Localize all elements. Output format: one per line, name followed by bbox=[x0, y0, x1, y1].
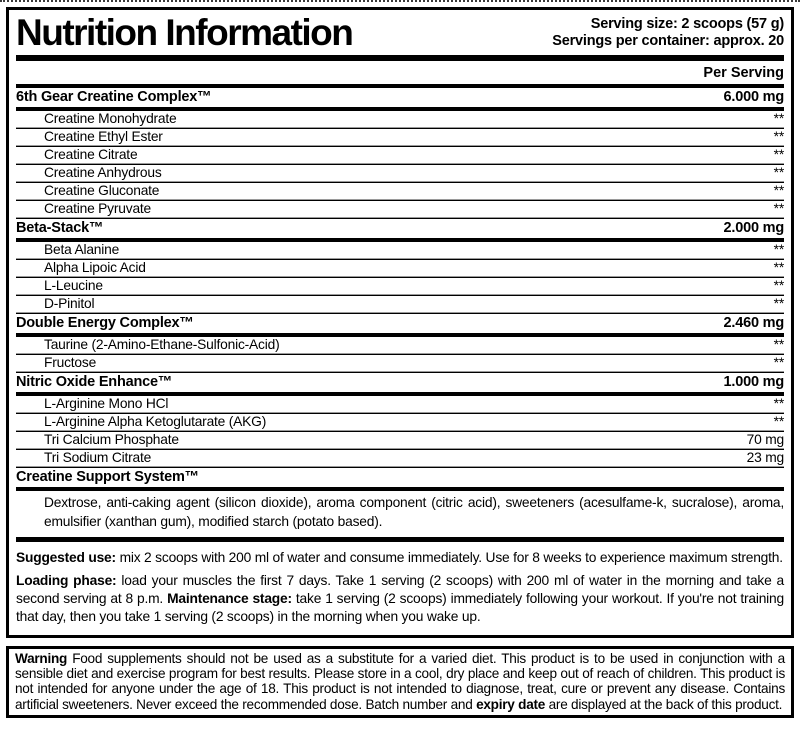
ingredient-amount: ** bbox=[773, 296, 784, 311]
ingredient-name: Creatine Gluconate bbox=[44, 183, 160, 198]
ingredient-name: Taurine (2-Amino-Ethane-Sulfonic-Acid) bbox=[44, 337, 280, 352]
warning-paragraph bbox=[15, 651, 785, 712]
loading-phase-label: Loading phase: bbox=[16, 573, 117, 588]
ingredient-row bbox=[16, 355, 784, 371]
serving-size: Serving size: 2 scoops (57 g) bbox=[590, 15, 784, 32]
ingredient-row bbox=[16, 165, 784, 181]
ingredient-amount: ** bbox=[773, 201, 784, 216]
ingredient-amount: ** bbox=[773, 147, 784, 162]
ingredient-amount: ** bbox=[773, 396, 784, 411]
ingredient-name: L-Leucine bbox=[44, 278, 103, 293]
ingredient-amount: ** bbox=[773, 337, 784, 352]
section-note: Dextrose, anti-caking agent (silicon dioxide), aroma component (citric acid), sweeteners (acesulfame-k, sucralose), aroma, emulsifier (xanthan gum), modified starch (potato based). bbox=[44, 495, 784, 529]
suggested-use-label: Suggested use: bbox=[16, 550, 116, 565]
ingredient-row bbox=[16, 450, 784, 466]
ingredient-amount: ** bbox=[773, 278, 784, 293]
ingredient-row bbox=[16, 147, 784, 163]
ingredient-amount: ** bbox=[773, 355, 784, 370]
perforation-line bbox=[0, 0, 800, 2]
nutrition-panel bbox=[6, 7, 794, 638]
suggested-use-paragraph bbox=[16, 549, 784, 567]
ingredient-row bbox=[16, 414, 784, 430]
ingredient-name: Creatine Pyruvate bbox=[44, 201, 152, 216]
section-amount: 1.000 mg bbox=[723, 374, 784, 390]
section-name: Double Energy Complex™ bbox=[16, 315, 194, 331]
ingredient-name: Beta Alanine bbox=[44, 242, 120, 257]
ingredient-name: Tri Sodium Citrate bbox=[44, 450, 152, 465]
section-header bbox=[16, 314, 784, 333]
ingredient-table bbox=[16, 88, 784, 535]
column-header-per-serving: Per Serving bbox=[703, 65, 784, 81]
ingredient-row bbox=[16, 278, 784, 294]
ingredient-amount: 70 mg bbox=[746, 432, 784, 447]
section-name: Beta-Stack™ bbox=[16, 220, 104, 236]
ingredient-row bbox=[16, 201, 784, 217]
section-amount: 2.000 mg bbox=[723, 220, 784, 236]
section-header bbox=[16, 88, 784, 107]
serving-info bbox=[552, 16, 784, 51]
page-title: Nutrition Information bbox=[16, 12, 353, 53]
warning-label: Warning bbox=[15, 651, 68, 666]
dosing-phases-paragraph bbox=[16, 572, 784, 626]
maintenance-stage-text: take 1 serving (2 scoops) immediately following your workout. If you're not training that day, then you take 1 serving (2 scoops) in the morning when you wake up. bbox=[16, 591, 784, 624]
ingredient-name: Creatine Monohydrate bbox=[44, 111, 177, 126]
ingredient-row bbox=[16, 396, 784, 412]
title-divider bbox=[16, 55, 784, 61]
servings-per-container: Servings per container: approx. 20 bbox=[552, 33, 784, 49]
usage-directions bbox=[16, 543, 784, 626]
loading-phase-text: load your muscles the first 7 days. Take 1 serving (2 scoops) with 200 ml of water in the morning and take a second serving at 8 p.m. bbox=[16, 573, 785, 606]
section-name: 6th Gear Creatine Complex™ bbox=[16, 89, 212, 105]
ingredient-name: Creatine Ethyl Ester bbox=[44, 129, 163, 144]
table-bottom-divider bbox=[16, 537, 784, 542]
ingredient-name: Alpha Lipoic Acid bbox=[44, 260, 146, 275]
panel-header bbox=[16, 12, 784, 54]
ingredient-row bbox=[16, 183, 784, 199]
warning-panel bbox=[6, 646, 794, 718]
section-header bbox=[16, 373, 784, 392]
ingredient-row bbox=[16, 242, 784, 258]
ingredient-name: Tri Calcium Phosphate bbox=[44, 432, 179, 447]
ingredient-amount: ** bbox=[773, 183, 784, 198]
section-header bbox=[16, 219, 784, 238]
ingredient-amount: ** bbox=[773, 414, 784, 429]
ingredient-name: D-Pinitol bbox=[44, 296, 95, 311]
ingredient-row bbox=[16, 111, 784, 127]
ingredient-row bbox=[16, 260, 784, 276]
suggested-use-text: mix 2 scoops with 200 ml of water and consume immediately. Use for 8 weeks to experience maximum strength. bbox=[115, 550, 783, 565]
ingredient-row bbox=[16, 296, 784, 312]
section-name: Nitric Oxide Enhance™ bbox=[16, 374, 173, 390]
warning-text-2: are displayed at the back of this product. bbox=[545, 696, 783, 712]
ingredient-name: L-Arginine Mono HCl bbox=[44, 396, 169, 411]
section-amount: 6.000 mg bbox=[723, 89, 784, 105]
ingredient-amount: 23 mg bbox=[746, 450, 784, 465]
ingredient-name: Fructose bbox=[44, 355, 97, 370]
ingredient-amount: ** bbox=[773, 260, 784, 275]
ingredient-amount: ** bbox=[773, 242, 784, 257]
warning-text-1: Food supplements should not be used as a substitute for a varied diet. This product is to be used in conjunction with a sensible diet and exercise program for best results. Please store in a cool, dry place and keep out of reach of children. This product is not intended for anyone under the age of 18. This product is not intended to diagnose, treat, cure or prevent any disease. Contains artificial sweeteners. Never exceed the recommended dose. Batch number and bbox=[15, 651, 785, 712]
ingredient-row bbox=[16, 432, 784, 448]
ingredient-row bbox=[16, 129, 784, 145]
maintenance-stage-label: Maintenance stage: bbox=[167, 591, 292, 606]
ingredient-name: Creatine Anhydrous bbox=[44, 165, 162, 180]
ingredient-row bbox=[16, 337, 784, 353]
ingredient-name: Creatine Citrate bbox=[44, 147, 138, 162]
section-amount: 2.460 mg bbox=[723, 315, 784, 331]
ingredient-amount: ** bbox=[773, 165, 784, 180]
section-name: Creatine Support System™ bbox=[16, 469, 199, 485]
ingredient-name: L-Arginine Alpha Ketoglutarate (AKG) bbox=[44, 414, 267, 429]
section-header bbox=[16, 468, 784, 487]
ingredient-amount: ** bbox=[773, 129, 784, 144]
ingredient-amount: ** bbox=[773, 111, 784, 126]
expiry-date-label: expiry date bbox=[476, 696, 546, 712]
